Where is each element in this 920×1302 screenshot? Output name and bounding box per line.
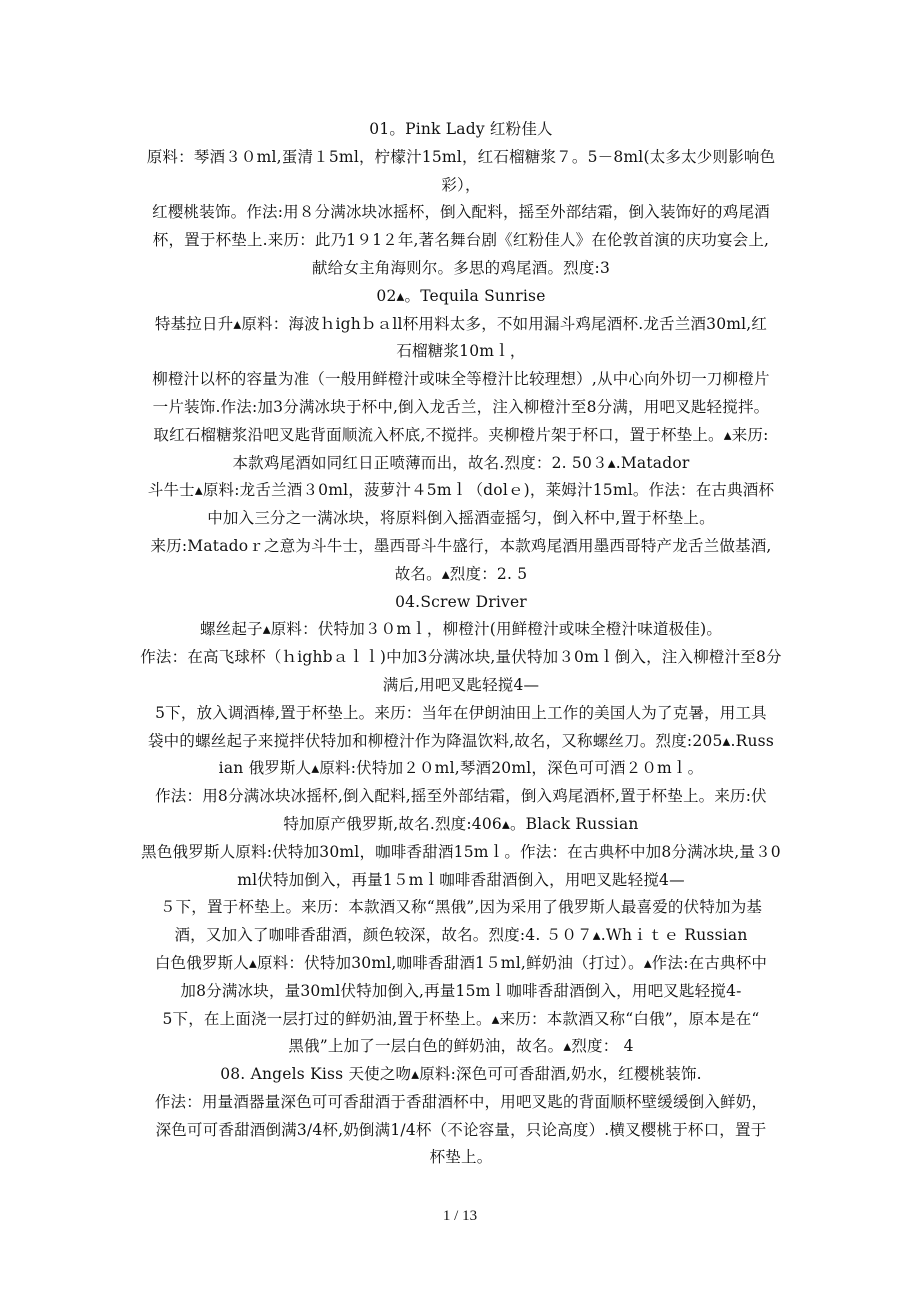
text-line: 柳橙汁以杯的容量为准（一般用鲜橙汁或味全等橙汁比较理想）,从中心向外切一刀柳橙片 (152, 370, 770, 389)
text-line: 一片装饰.作法:加3分满冰块于杯中,倒入龙舌兰，注入柳橙汁至8分满，用吧叉匙轻搅拌。 (152, 397, 770, 416)
text-line: ian 俄罗斯人▴原料:伏特加２０ml,琴酒20ml，深色可可酒２０mｌ。 (218, 759, 704, 778)
text-line: 满后,用吧叉匙轻搅4— (382, 675, 540, 694)
text-line: 黑俄”上加了一层白色的鲜奶油，故名。▴烈度： 4 (288, 1037, 634, 1056)
text-line: 特基拉日升▴原料：海波ｈighｂａll杯用料太多，不如用漏斗鸡尾酒杯.龙舌兰酒30ml,红 (154, 314, 768, 333)
text-line: 斗牛士▴原料:龙舌兰酒３0ml，菠萝汁４5mｌ（dolｅ)，莱姆汁15ml。作法：在古典酒杯 (147, 481, 775, 500)
text-line: 故名。▴烈度：2. 5 (394, 564, 528, 583)
document-body (138, 116, 784, 1172)
text-line: 取红石榴糖浆沿吧叉匙背面顺流入杯底,不搅拌。夹柳橙片架于杯口，置于杯垫上。▴来历: (153, 425, 769, 444)
text-line: 袋中的螺丝起子来搅拌伏特加和柳橙汁作为降温饮料,故名，又称螺丝刀。烈度:205▴.Russ (147, 731, 774, 750)
text-line: 酒，又加入了咖啡香甜酒，颜色较深，故名。烈度:4. ５０７▴.Whｉｔｅ Russian (174, 926, 748, 945)
text-line: 螺丝起子▴原料：伏特加３０mｌ，柳橙汁(用鲜橙汁或味全橙汁味道极佳)。 (199, 620, 723, 639)
text-line: 深色可可香甜酒倒满3/4杯,奶倒满1/4杯（不论容量，只论高度）.横叉樱桃于杯口，置于 (155, 1120, 767, 1139)
text-line: 02▴。Tequila Sunrise (376, 286, 546, 305)
text-line: 04.Screw Driver (395, 592, 527, 611)
text-line: 作法：用量酒器量深色可可香甜酒于香甜酒杯中，用吧叉匙的背面顺杯壁缓缓倒入鲜奶， (154, 1092, 768, 1111)
text-line: 01。Pink Lady 红粉佳人 (369, 120, 553, 138)
text-line: 5下，放入调酒棒,置于杯垫上。来历：当年在伊朗油田上工作的美国人为了克暑，用工具 (155, 703, 767, 722)
text-line: 黑色俄罗斯人原料:伏特加30ml，咖啡香甜酒15mｌ。作法：在古典杯中加8分满冰块,量３0 (141, 842, 781, 861)
text-line: 作法：用8分满冰块冰摇杯,倒入配料,摇至外部结霜，倒入鸡尾酒杯,置于杯垫上。来历:伏 (155, 787, 767, 806)
text-line: 来历:Matadoｒ之意为斗牛士，墨西哥斗牛盛行，本款鸡尾酒用墨西哥特产龙舌兰做基酒, (150, 536, 772, 555)
text-line: 原料：琴酒３０ml,蛋清１5ml，柠檬汁15ml，红石榴糖浆７。5－8ml(太多太少则影响色 (146, 147, 776, 166)
text-line: ５下，置于杯垫上。来历：本款酒又称“黑俄”,因为采用了俄罗斯人最喜爱的伏特加为基 (159, 898, 763, 917)
text-line: 特加原产俄罗斯,故名.烈度:406▴。Black Russian (283, 814, 639, 833)
text-line: 红樱桃装饰。作法:用８分满冰块冰摇杯，倒入配料，摇至外部结霜，倒入装饰好的鸡尾酒 (152, 203, 770, 222)
text-line: 加8分满冰块，量30ml伏特加倒入,再量15mｌ咖啡香甜酒倒入，用吧叉匙轻搅4- (180, 981, 742, 1000)
text-line: 献给女主角海则尔。多思的鸡尾酒。烈度:3 (311, 258, 611, 277)
text-line: 杯垫上。 (429, 1148, 493, 1167)
text-line: 本款鸡尾酒如同红日正喷薄而出，故名.烈度：2. 50３▴.Matador (232, 453, 690, 472)
page-number: 1 / 13 (442, 1208, 478, 1224)
text-line: 中加入三分之一满冰块，将原料倒入摇酒壶摇匀，倒入杯中,置于杯垫上。 (207, 509, 715, 528)
text-line: 08. Angels Kiss 天使之吻▴原料:深色可可香甜酒,奶水，红樱桃装饰. (220, 1065, 702, 1084)
text-line: 彩）， (441, 175, 481, 194)
text-line: 石榴糖浆10mｌ， (396, 342, 526, 361)
text-line: 作法：在高飞球杯（ｈighbａｌｌ)中加3分满冰块,量伏特加３0mｌ倒入，注入柳橙汁至8分 (140, 648, 782, 667)
text-line: 5下，在上面浇一层打过的鲜奶油,置于杯垫上。▴来历：本款酒又称“白俄”，原本是在“ (162, 1009, 760, 1028)
text-line: ml伏特加倒入，再量1５mｌ咖啡香甜酒倒入，用吧叉匙轻搅4— (237, 870, 685, 889)
text-line: 杯，置于杯垫上.来历：此乃1９1２年,著名舞台剧《红粉佳人》在伦敦首演的庆功宴会上, (152, 231, 770, 250)
text-line: 白色俄罗斯人▴原料：伏特加30ml,咖啡香甜酒1５ml,鲜奶油（打过）。▴作法:在古典杯中 (154, 953, 768, 972)
